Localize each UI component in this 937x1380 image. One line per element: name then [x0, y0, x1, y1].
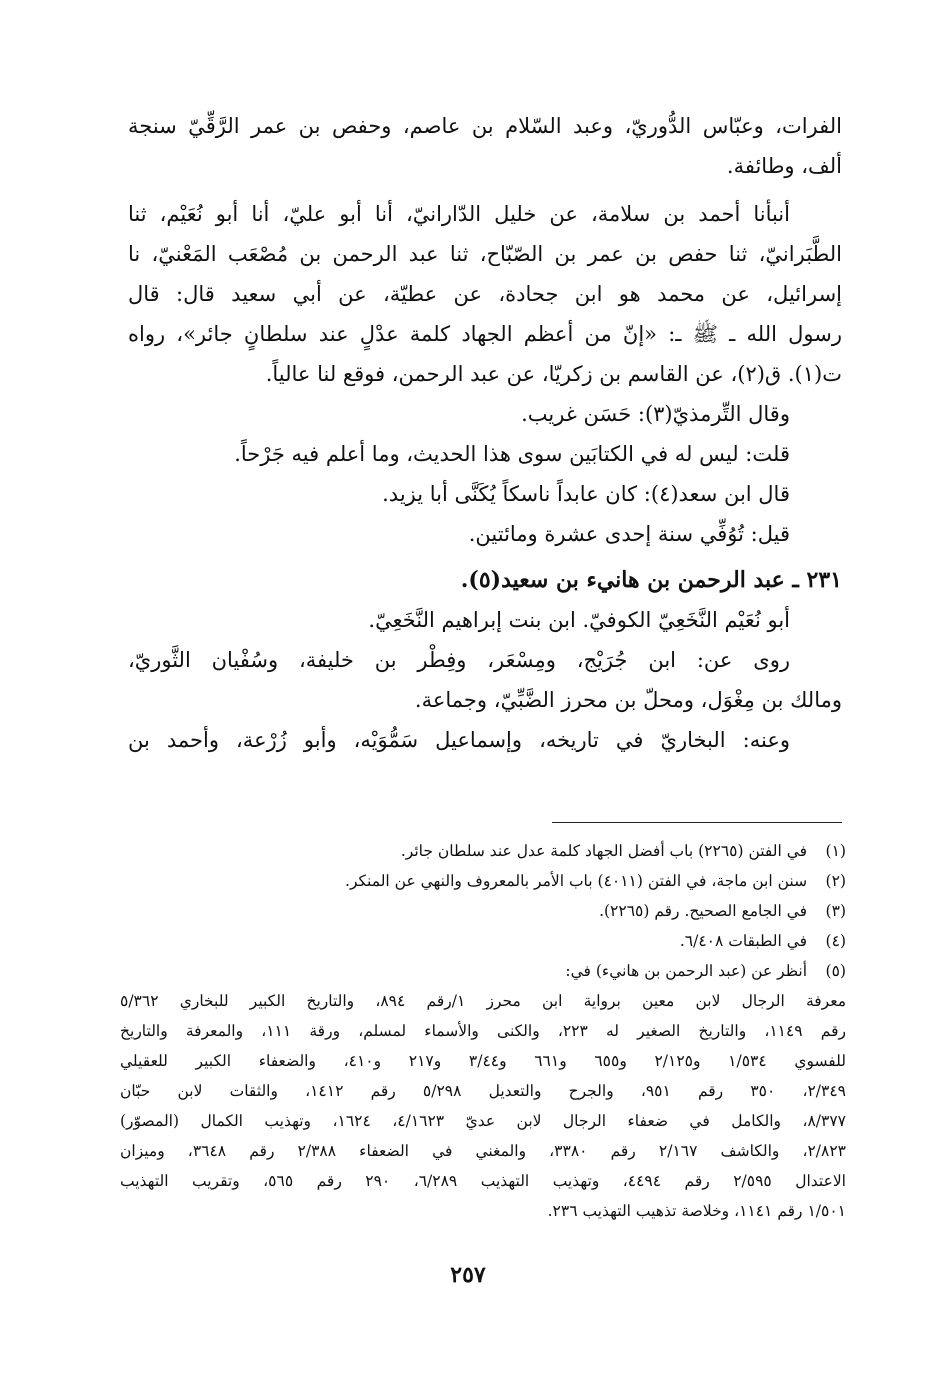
footnote: [120, 956, 846, 986]
text-line: وعنه: البخاريّ في تاريخه، وإسماعيل سَمُّوَيْه، وأبو زُرْعة، وأحمد بن: [128, 728, 790, 752]
text-line: الطَّبَرانيّ، ثنا حفص بن عمر بن الصّبّاح، ثنا عبد الرحمن بن مُصْعَب المَعْنيّ، نا: [128, 242, 842, 266]
footnote-text: في الجامع الصحيح. رقم (٢٢٦٥).: [599, 902, 808, 920]
footnote-number: (١): [825, 842, 846, 860]
footnote-continuation-line: ٢/٣٤٩، ٣٥٠ رقم ٩٥١، والجرح والتعديل ٥/٢٩٨ رقم ١٤١٢، والثقات لابن حبّان: [120, 1082, 846, 1100]
footnote-continuation-line: للفسوي ١/٥٣٤ و٢/١٢٥ و٦٥٥ و٦٦١ و٣/٤٤ و٢١٧ و٤١٠، والضعفاء الكبير للعقيلي: [120, 1052, 846, 1070]
text-line: قلت: ليس له في الكتابَين سوى هذا الحديث، وما أعلم فيه جَرْحاً.: [234, 442, 790, 466]
footnote-text: أنظر عن (عبد الرحمن بن هانيء) في:: [565, 962, 808, 980]
footnote-continuation-line: الاعتدال ٢/٥٩٥ رقم ٤٤٩٤، وتهذيب التهذيب ٦/٢٨٩، ٢٩٠ رقم ٥٦٥، وتقريب التهذيب: [120, 1172, 846, 1190]
footnote: [120, 836, 846, 866]
footnote-number: (٢): [825, 872, 846, 890]
text-line: وقال التِّرمذيّ(٣): حَسَن غريب.: [521, 402, 790, 426]
text-line: أبو نُعَيْم النَّخَعِيّ الكوفيّ. ابن بنت إبراهيم النَّخَعِيّ.: [368, 608, 790, 632]
footnote-continuation-line: معرفة الرجال لابن معين برواية ابن محرز ١/رقم ٨٩٤، والتاريخ الكبير للبخاري ٥/٣٦٢: [120, 992, 846, 1010]
text-line: ومالك بن مِغْوَل، ومحلّ بن محرز الضَّبِّيّ، وجماعة.: [414, 688, 842, 712]
entry-heading: ٢٣١ ـ عبد الرحمن بن هانيء بن سعيد(٥).: [460, 567, 842, 593]
text-line: ألف، وطائفة.: [726, 154, 842, 178]
footnote-continuation-line: رقم ١١٤٩، والتاريخ الصغير له ٢٢٣، والكنى والأسماء لمسلم، ورقة ١١١، والمعرفة والتاريخ: [120, 1022, 846, 1040]
footnote-divider: [552, 822, 842, 823]
footnote-continuation-line: ١/٥٠١ رقم ١١٤١، وخلاصة تذهيب التهذيب ٢٣٦.: [547, 1202, 846, 1220]
text-line: إسرائيل، عن محمد هو ابن جحادة، عن عطيّة، عن أبي سعيد قال: قال: [128, 282, 842, 306]
text-line: قيل: تُوُفِّي سنة إحدى عشرة ومائتين.: [468, 522, 790, 546]
footnote-number: (٤): [825, 932, 846, 950]
footnote-text: سنن ابن ماجة، في الفتن (٤٠١١) باب الأمر بالمعروف والنهي عن المنكر.: [345, 872, 808, 890]
footnote-text: في الطبقات ٦/٤٠٨.: [679, 932, 808, 950]
footnote-number: (٣): [825, 902, 846, 920]
footnote: [120, 896, 846, 926]
text-line: الفرات، وعبّاس الدُّوريّ، وعبد السّلام بن عاصم، وحفص بن عمر الرَّقِّيّ سنجة: [128, 114, 842, 138]
footnote-continuation-line: ٢/٨٢٣، والكاشف ٢/١٦٧ رقم ٣٣٨٠، والمغني في الضعفاء ٢/٣٨٨ رقم ٣٦٤٨، وميزان: [120, 1142, 846, 1160]
footnote: [120, 926, 846, 956]
footnote-text: في الفتن (٢٢٦٥) باب أفضل الجهاد كلمة عدل عند سلطان جائر.: [400, 842, 808, 860]
main-text: [128, 106, 842, 760]
text-line: روى عن: ابن جُرَيْج، ومِسْعَر، وفِطْر بن خليفة، وسُفْيان الثَّوريّ،: [128, 648, 790, 672]
text-line: قال ابن سعد(٤): كان عابداً ناسكاً يُكَنَّى أبا يزيد.: [382, 482, 790, 506]
text-line: ت(١). ق(٢)، عن القاسم بن زكريّا، عن عبد الرحمن، فوقع لنا عالياً.: [265, 362, 842, 386]
text-line: أنبأنا أحمد بن سلامة، عن خليل الدّارانيّ، أنا أبو عليّ، أنا أبو نُعَيْم، ثنا: [128, 202, 790, 226]
footnote: [120, 866, 846, 896]
footnote-continuation-line: ٨/٣٧٧، والكامل في ضعفاء الرجال لابن عديّ ٤/١٦٢٣، ١٦٢٤، وتهذيب الكمال (المصوّر): [120, 1112, 846, 1130]
text-line: رسول الله ـ ﷺ ـ: «إنّ من أعظم الجهاد كلمة عدْلٍ عند سلطانٍ جائر»، رواه: [128, 322, 842, 346]
footnotes: [120, 836, 846, 1226]
page-number: ٢٥٧: [450, 1262, 486, 1288]
footnote-number: (٥): [825, 962, 846, 980]
